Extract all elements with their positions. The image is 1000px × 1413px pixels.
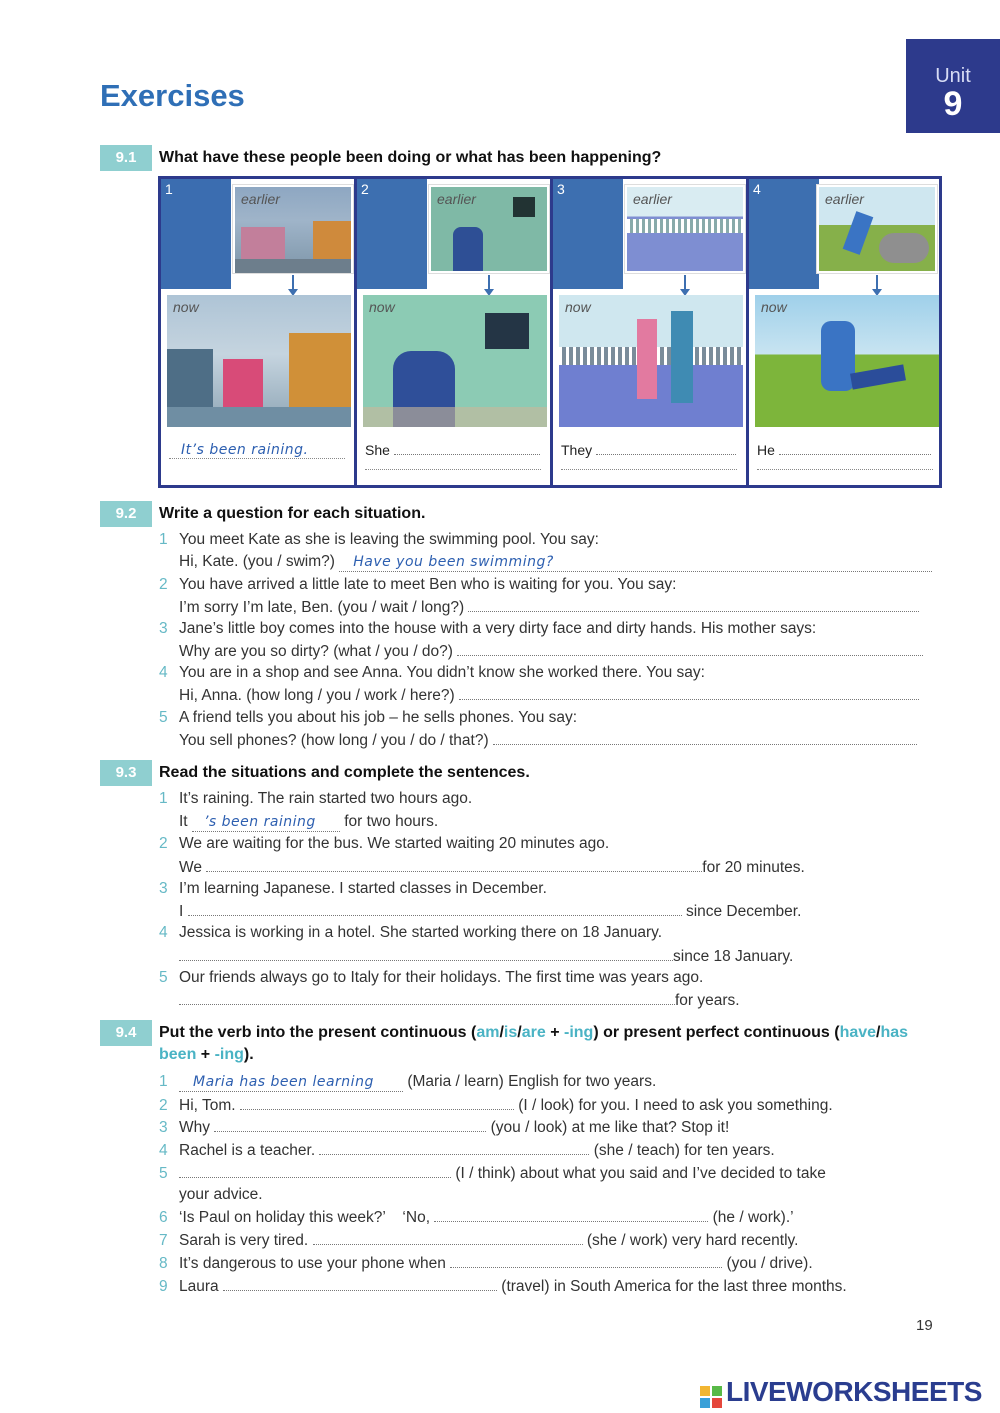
item-prompt: Hi, Anna. (how long / you / work / here?) xyxy=(179,687,455,704)
item-number: 5 xyxy=(159,969,168,986)
ex4-item-4 xyxy=(159,1141,775,1160)
panel-number: 4 xyxy=(753,181,761,197)
exercise-title-9-2: Write a question for each situation. xyxy=(159,505,426,522)
now-label: now xyxy=(369,299,395,315)
item-text: We are waiting for the bus. We started waiting 20 minutes ago. xyxy=(179,835,610,852)
item-text: Jessica is working in a hotel. She started working there on 18 January. xyxy=(179,924,663,941)
title-am: am xyxy=(476,1024,500,1041)
title-plus: + xyxy=(196,1046,215,1063)
item-number: 2 xyxy=(159,835,168,852)
now-label: now xyxy=(761,299,787,315)
sentence-end: for 20 minutes. xyxy=(702,859,805,876)
item-prompt: I’m sorry I’m late, Ben. (you / wait / long?) xyxy=(179,599,465,616)
ex3-item-4-sentence xyxy=(179,947,793,966)
ex2-item-3-answer[interactable] xyxy=(457,642,923,656)
picture-panel-4 xyxy=(749,179,939,485)
ex2-item-5-question xyxy=(159,709,577,727)
item-number: 5 xyxy=(159,1165,168,1182)
exercise-number-9-4: 9.4 xyxy=(100,1020,152,1046)
exercise-number-9-3: 9.3 xyxy=(100,760,152,786)
item-text: (you / look) at me like that? Stop it! xyxy=(490,1119,730,1136)
earlier-label: earlier xyxy=(241,191,280,207)
unit-badge xyxy=(906,39,1000,133)
ex3-item-1-sentence xyxy=(179,813,438,832)
earlier-label: earlier xyxy=(437,191,476,207)
picture-panel-1 xyxy=(161,179,357,485)
ex2-item-2-prompt xyxy=(179,598,919,617)
page-number: 19 xyxy=(916,1317,933,1334)
item-number: 9 xyxy=(159,1278,168,1295)
item-number: 7 xyxy=(159,1232,168,1249)
item-text: You are in a shop and see Anna. You didn’t know she worked there. You say: xyxy=(179,664,705,681)
ex3-item-3-situation xyxy=(159,880,547,898)
sentence-end: since 18 January. xyxy=(673,948,794,965)
panel-1-answer-line xyxy=(169,441,345,459)
liveworksheets-icon xyxy=(700,1383,722,1405)
item-text: I’m learning Japanese. I started classes in December. xyxy=(179,880,547,897)
ex4-item-3-answer[interactable] xyxy=(214,1118,486,1132)
ex3-item-1-situation xyxy=(159,790,472,808)
unit-label: Unit xyxy=(935,65,971,87)
ex4-item-6 xyxy=(159,1208,794,1227)
item-number: 4 xyxy=(159,664,168,681)
item-prompt: Hi, Kate. (you / swim?) xyxy=(179,553,335,570)
ex3-item-5-answer[interactable] xyxy=(179,991,675,1005)
sentence-end: for two hours. xyxy=(344,813,439,830)
now-image-tv xyxy=(363,295,547,427)
item-number: 2 xyxy=(159,1097,168,1114)
item-prompt: Why are you so dirty? (what / you / do?) xyxy=(179,643,453,660)
page-title: Exercises xyxy=(100,78,245,113)
now-image-rain xyxy=(167,295,351,427)
item-start: Why xyxy=(179,1119,210,1136)
item-start: ‘Is Paul on holiday this week?’ ‘No, xyxy=(179,1209,430,1226)
item-number: 1 xyxy=(159,531,168,548)
title-ing: -ing xyxy=(214,1046,244,1063)
unit-number: 9 xyxy=(943,85,963,123)
panel-number: 2 xyxy=(361,181,369,197)
ex3-item-2-answer[interactable] xyxy=(206,858,702,872)
item-text: (she / teach) for ten years. xyxy=(593,1142,775,1159)
item-number: 3 xyxy=(159,880,168,897)
ex4-item-5-answer[interactable] xyxy=(179,1164,451,1178)
picture-panels xyxy=(158,176,942,488)
item-text: You have arrived a little late to meet Ben who is waiting for you. You say: xyxy=(179,576,677,593)
ex2-item-4-prompt xyxy=(179,686,919,705)
ex2-item-3-question xyxy=(159,620,816,638)
exercise-number-9-2: 9.2 xyxy=(100,501,152,527)
title-slash: / xyxy=(876,1024,881,1041)
ex2-item-1-question xyxy=(159,531,599,549)
panel-4-answer-line-2[interactable] xyxy=(757,469,933,470)
item-text: (I / look) for you. I need to ask you something. xyxy=(518,1097,833,1114)
ex4-item-7 xyxy=(159,1231,798,1250)
panel-4-prefix: He xyxy=(757,442,775,458)
item-number: 8 xyxy=(159,1255,168,1272)
item-text: (he / work).’ xyxy=(712,1209,794,1226)
ex2-item-3-prompt xyxy=(179,642,923,661)
ex2-item-4-question xyxy=(159,664,705,682)
title-has: has xyxy=(880,1024,909,1041)
ex3-item-4-situation xyxy=(159,924,662,942)
sentence-end: since December. xyxy=(685,903,802,920)
item-text: (you / drive). xyxy=(726,1255,813,1272)
ex4-item-2 xyxy=(159,1096,833,1115)
ex4-item-9 xyxy=(159,1277,847,1296)
item-text: (I / think) about what you said and I’ve decided to take xyxy=(455,1165,826,1182)
ex2-item-2-question xyxy=(159,576,676,594)
item-text: (she / work) very hard recently. xyxy=(586,1232,799,1249)
panel-4-answer-line xyxy=(757,441,931,458)
panel-3-prefix: They xyxy=(561,442,593,458)
title-part: ) or present perfect continuous ( xyxy=(593,1024,840,1041)
item-text: A friend tells you about his job – he sells phones. You say: xyxy=(179,709,578,726)
title-part: Put the verb into the present continuous ( xyxy=(159,1024,477,1041)
ex3-item-4-answer[interactable] xyxy=(179,947,673,961)
ex2-item-1-prompt xyxy=(179,553,932,572)
item-start: It’s dangerous to use your phone when xyxy=(179,1255,446,1272)
ex4-item-1 xyxy=(159,1073,656,1092)
panel-2-answer-line-2[interactable] xyxy=(365,469,541,470)
ex4-item-2-answer[interactable] xyxy=(240,1096,514,1110)
ex2-item-2-answer[interactable] xyxy=(468,598,919,612)
item-start: Laura xyxy=(179,1278,219,1295)
ex4-item-4-answer[interactable] xyxy=(319,1141,589,1155)
earlier-image-tennis xyxy=(625,185,745,273)
title-slash: / xyxy=(517,1024,522,1041)
item-number: 1 xyxy=(159,790,168,807)
title-is: is xyxy=(503,1024,518,1041)
earlier-image-tv xyxy=(429,185,549,273)
title-slash: / xyxy=(499,1024,504,1041)
panel-2-answer[interactable] xyxy=(394,441,540,455)
now-image-tennis xyxy=(559,295,743,427)
title-plus: + xyxy=(545,1024,564,1041)
panel-number: 1 xyxy=(165,181,173,197)
ex3-item-2-sentence xyxy=(179,858,805,877)
item-start: Hi, Tom. xyxy=(179,1097,236,1114)
earlier-image-running xyxy=(817,185,937,273)
now-image-sitting xyxy=(755,295,939,427)
title-have: have xyxy=(839,1024,877,1041)
title-are: are xyxy=(521,1024,546,1041)
ex4-item-1-answer[interactable]: Maria has been learning xyxy=(179,1074,403,1092)
panel-3-answer-line-2[interactable] xyxy=(561,469,737,470)
sentence-end: for years. xyxy=(675,992,740,1009)
earlier-label: earlier xyxy=(825,191,864,207)
ex4-item-8-answer[interactable] xyxy=(450,1254,722,1268)
item-text: You meet Kate as she is leaving the swimming pool. You say: xyxy=(179,531,599,548)
ex2-item-1-answer[interactable]: Have you been swimming? xyxy=(339,554,932,572)
item-start: Rachel is a teacher. xyxy=(179,1142,316,1159)
item-text: (travel) in South America for the last three months. xyxy=(501,1278,847,1295)
ex3-item-3-sentence xyxy=(179,902,801,921)
ex3-item-5-situation xyxy=(159,969,703,987)
earlier-label: earlier xyxy=(633,191,672,207)
item-number: 3 xyxy=(159,620,168,637)
picture-panel-3 xyxy=(553,179,749,485)
title-ing: -ing xyxy=(563,1024,594,1041)
title-been: been xyxy=(159,1046,197,1063)
item-number: 3 xyxy=(159,1119,168,1136)
panel-2-answer-line xyxy=(365,441,540,458)
exercise-title-9-4-cont xyxy=(159,1046,254,1064)
item-prompt: You sell phones? (how long / you / do / that?) xyxy=(179,732,489,749)
ex3-item-3-answer[interactable] xyxy=(188,902,682,916)
panel-3-answer[interactable] xyxy=(596,441,736,455)
sentence-start: It xyxy=(179,813,188,830)
item-text: Jane’s little boy comes into the house with a very dirty face and dirty hands. His mother says: xyxy=(179,620,817,637)
ex2-item-4-answer[interactable] xyxy=(459,686,919,700)
exercise-number-9-1: 9.1 xyxy=(100,145,152,171)
item-number: 6 xyxy=(159,1209,168,1226)
exercise-title-9-3: Read the situations and complete the sentences. xyxy=(159,764,530,781)
earlier-image-rain xyxy=(233,185,353,273)
exercise-title-9-4 xyxy=(159,1024,908,1042)
now-label: now xyxy=(173,299,199,315)
panel-3-answer-line xyxy=(561,441,736,458)
ex4-item-8 xyxy=(159,1254,813,1273)
title-end: ). xyxy=(243,1046,254,1063)
ex3-item-5-sentence xyxy=(179,991,740,1010)
liveworksheets-logo[interactable] xyxy=(700,1376,982,1408)
ex4-item-5 xyxy=(159,1164,826,1183)
panel-2-prefix: She xyxy=(365,442,390,458)
ex4-item-5-cont: your advice. xyxy=(179,1186,263,1203)
item-number: 2 xyxy=(159,576,168,593)
item-number: 1 xyxy=(159,1073,168,1090)
item-text: (Maria / learn) English for two years. xyxy=(407,1073,657,1090)
panel-number: 3 xyxy=(557,181,565,197)
ex3-item-1-answer[interactable]: ’s been raining xyxy=(192,814,340,832)
ex2-item-5-prompt xyxy=(179,731,917,750)
exercise-title-9-1: What have these people been doing or what has been happening? xyxy=(159,149,662,166)
ex3-item-2-situation xyxy=(159,835,609,853)
now-label: now xyxy=(565,299,591,315)
ex4-item-9-answer[interactable] xyxy=(223,1277,497,1291)
item-number: 4 xyxy=(159,1142,168,1159)
ex2-item-5-answer[interactable] xyxy=(493,731,917,745)
item-start: Sarah is very tired. xyxy=(179,1232,309,1249)
ex4-item-3 xyxy=(159,1118,729,1137)
panel-4-answer[interactable] xyxy=(779,441,931,455)
sentence-start: I xyxy=(179,903,184,920)
panel-1-answer[interactable]: It’s been raining. xyxy=(169,442,345,459)
picture-panel-2 xyxy=(357,179,553,485)
item-number: 4 xyxy=(159,924,168,941)
ex4-item-6-answer[interactable] xyxy=(434,1208,708,1222)
item-number: 5 xyxy=(159,709,168,726)
logo-text: LIVEWORKSHEETS xyxy=(726,1376,982,1407)
item-text: Our friends always go to Italy for their holidays. The first time was years ago. xyxy=(179,969,704,986)
sentence-start: We xyxy=(179,859,202,876)
item-text: It’s raining. The rain started two hours ago. xyxy=(179,790,473,807)
ex4-item-7-answer[interactable] xyxy=(313,1231,583,1245)
